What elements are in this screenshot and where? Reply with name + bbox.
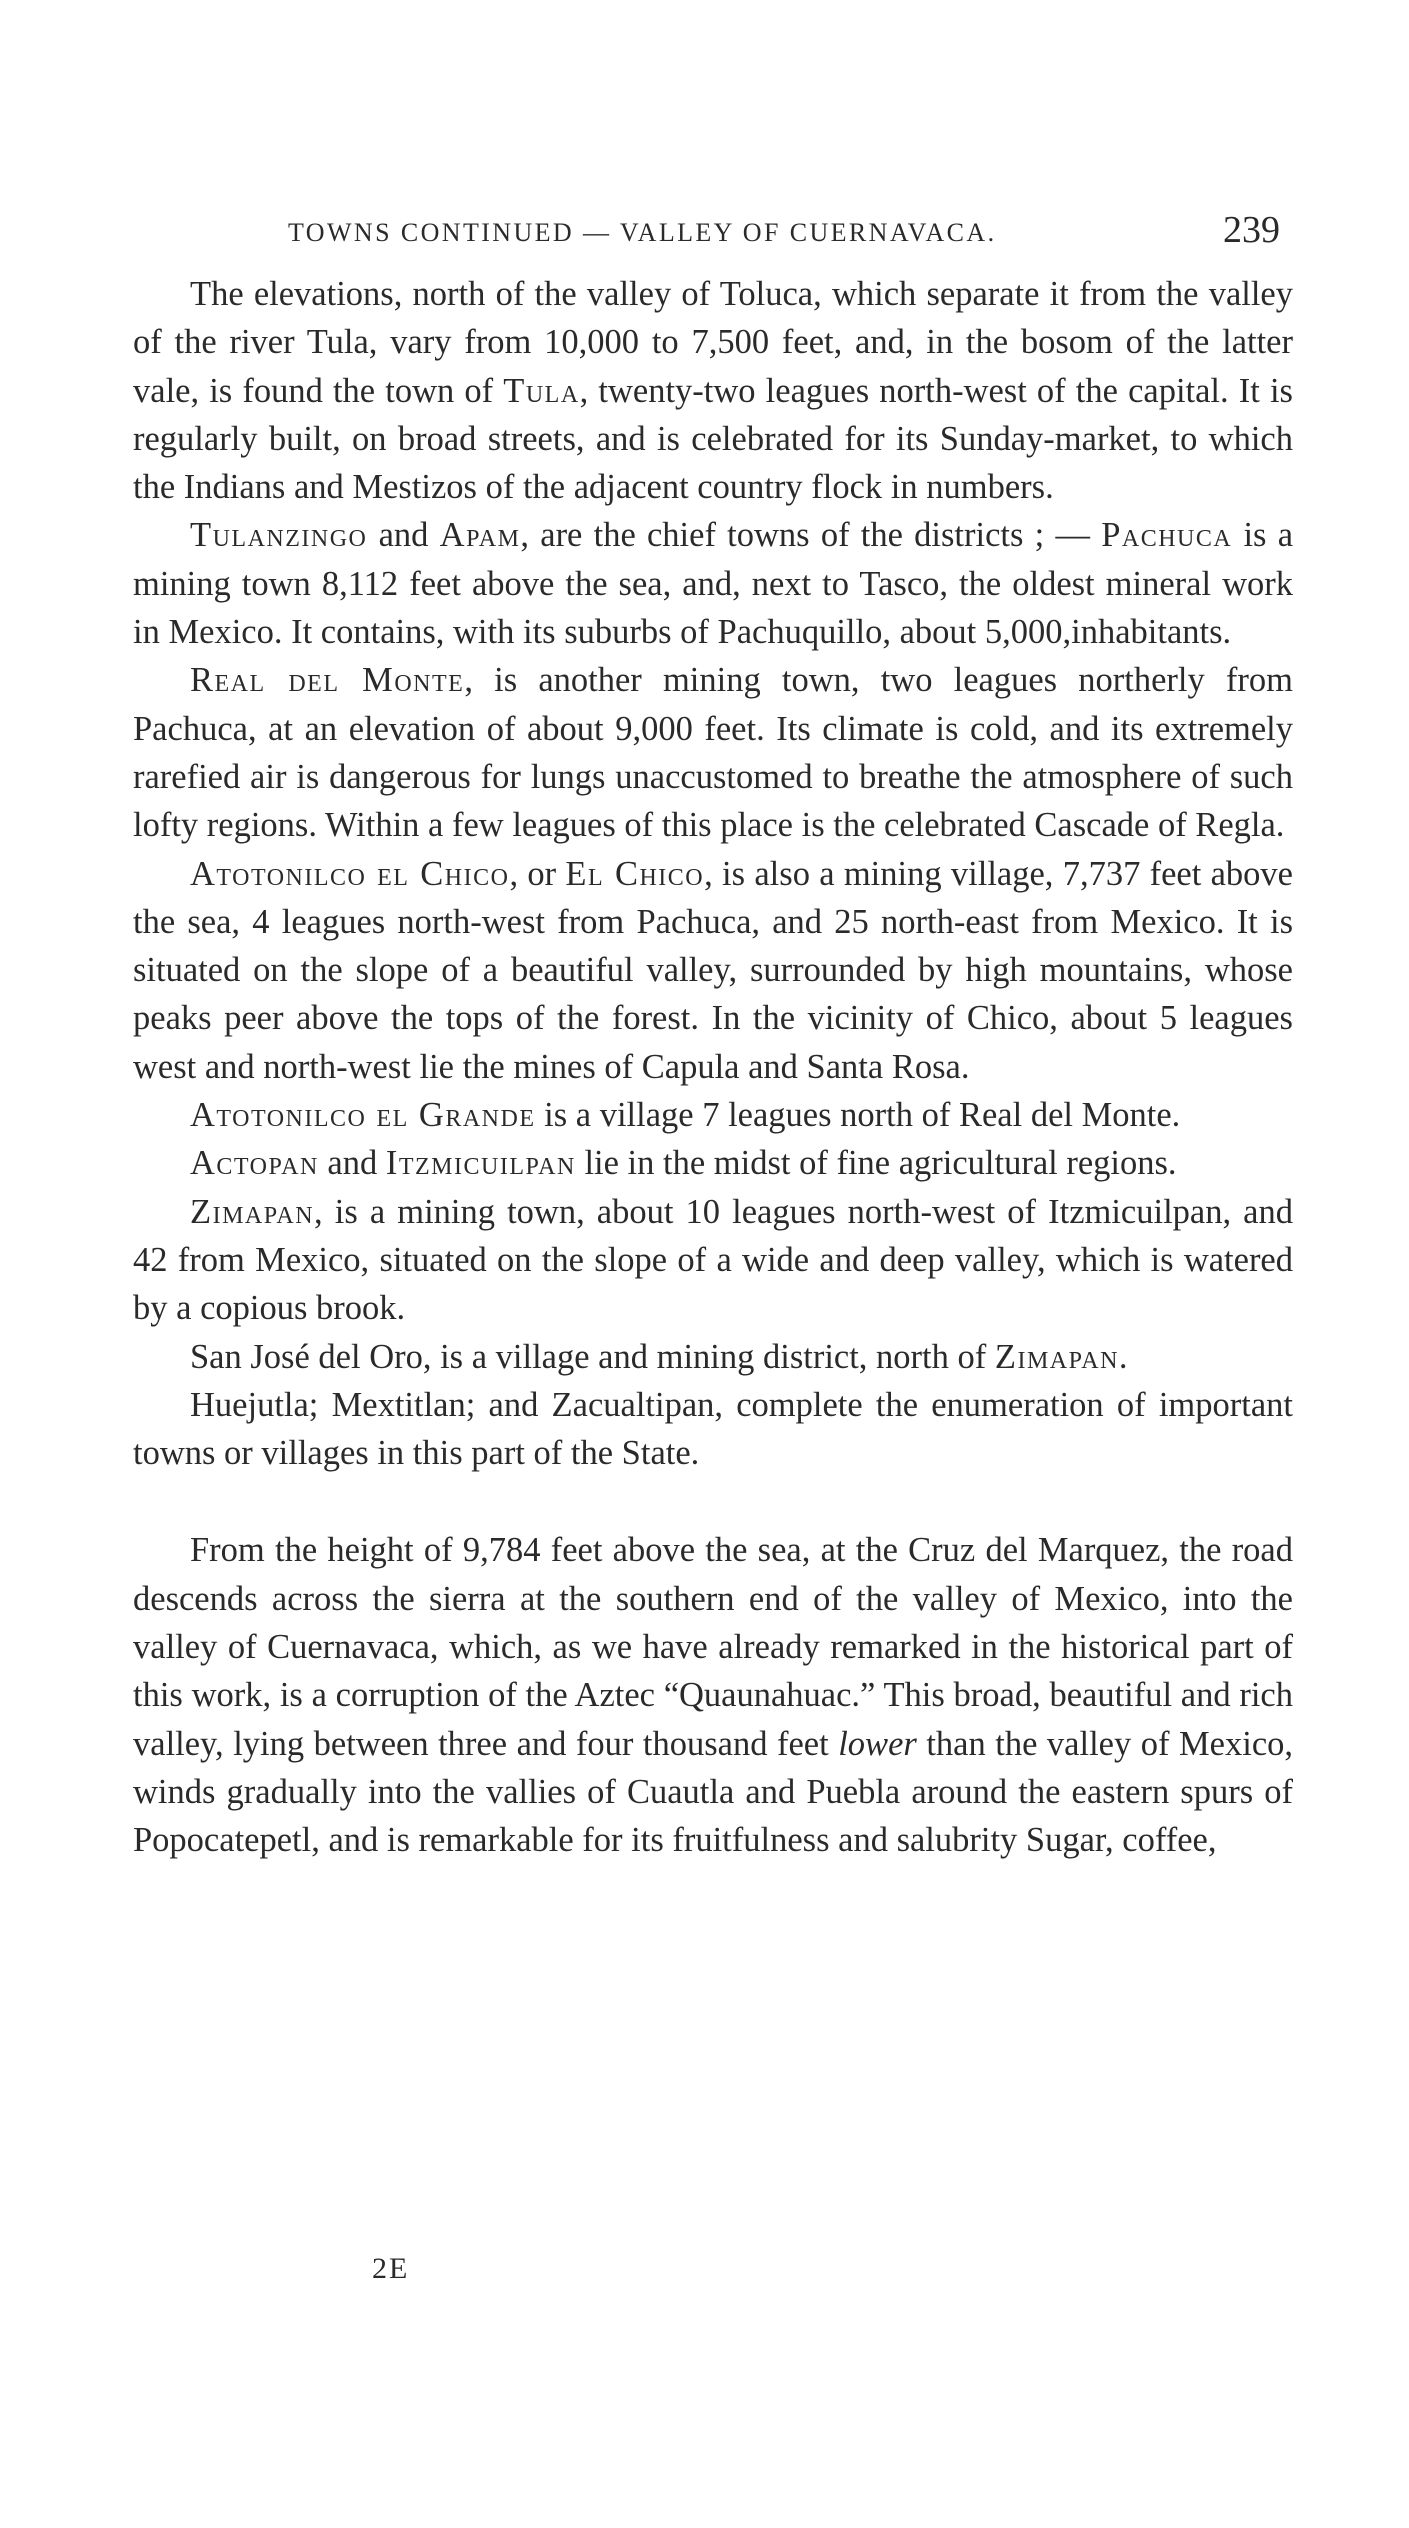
paragraph-text: than the valley of Mexico, winds gradually into the vallies of Cuautla and Puebla around the eastern spurs of Popocatepetl, and is remarkable for its fruitfulness and salubrity Sugar, coffee, — [133, 1724, 1294, 1860]
place-name: Pachuca — [1101, 516, 1233, 555]
paragraph-text: , is a mining town, about 10 leagues north-west of Itzmicuilpan, and 42 from Mexico, situated on the slope of a wide and deep valley, which is watered by a copious brook. — [133, 1192, 1293, 1328]
emphasis: lower — [838, 1724, 917, 1763]
paragraph — [133, 850, 1293, 1091]
paragraph-text: From the height of 9,784 feet above the sea, at the Cruz del Marquez, the road descends across the sierra at the southern end of the valley of Mexico, into the valley of Cuernavaca, which, as we have already remarked in the historical part of this work, is a corruption of the Aztec “Quaunahuac.” This broad, beautiful and rich valley, lying between three and four thousand feet — [133, 1531, 1293, 1763]
paragraph-text: . — [1118, 1337, 1128, 1376]
paragraph — [133, 270, 1293, 511]
signature-mark: 2E — [372, 2252, 410, 2285]
paragraph-text: Huejutla; Mextitlan; and Zacualtipan, complete the enumeration of important towns or villages in this part of the State. — [133, 1385, 1293, 1473]
paragraph-text: is a village 7 leagues north of Real del Monte. — [535, 1096, 1181, 1135]
paragraph — [133, 656, 1293, 849]
paragraph-text: , are the chief towns of the districts ; — — [520, 516, 1102, 555]
paragraph-text: lie in the midst of fine agricultural regions. — [575, 1144, 1177, 1183]
place-name: Actopan — [190, 1144, 319, 1183]
paragraph-text: , is also a mining village, 7,737 feet above the sea, 4 leagues north-west from Pachuca, and 25 north-east from Mexico. It is situated on the slope of a beautiful valley, surrounded by high mountains, whose peaks peer above the tops of the forest. In the vicinity of Chico, about 5 leagues west and north-west lie the mines of Capula and Santa Rosa. — [133, 854, 1293, 1086]
paragraph — [133, 511, 1293, 656]
place-name: Tula — [503, 371, 580, 410]
paragraph-text: , is another mining town, two leagues northerly from Pachuca, at an elevation of about 9,000 feet. Its climate is cold, and its extremely rarefied air is dangerous for lungs unaccustomed to breathe the atmosphere of such lofty regions. Within a few leagues of this place is the celebrated Cascade of Regla. — [133, 661, 1293, 845]
paragraph — [133, 1091, 1293, 1139]
body-text — [133, 270, 1293, 1865]
place-name: Zimapan — [190, 1192, 315, 1231]
paragraph — [133, 1526, 1293, 1864]
paragraph-text: is a mining town 8,112 feet above the sea, and, next to Tasco, the oldest mineral work in Mexico. It contains, with its suburbs of Pachuquillo, about 5,000,inhabitants. — [133, 516, 1294, 652]
place-name: Tulanzingo — [190, 516, 368, 555]
paragraph-text: and — [367, 516, 440, 555]
page-number: 239 — [1223, 209, 1280, 251]
paragraph-text: San José del Oro, is a village and mining district, north of — [190, 1337, 995, 1376]
running-head — [280, 208, 1282, 258]
paragraph-text: , twenty-two leagues north-west of the capital. It is regularly built, on broad streets, and is celebrated for its Sunday-market, to which the Indians and Mestizos of the adjacent country flock in numbers. — [133, 371, 1293, 507]
place-name: Itzmicuilpan — [385, 1144, 576, 1183]
place-name: El Chico — [565, 854, 705, 893]
paragraph — [133, 1333, 1293, 1381]
paragraph — [133, 1381, 1293, 1478]
place-name: Atotonilco el Grande — [190, 1096, 536, 1135]
place-name: Apam — [439, 516, 521, 555]
paragraph-text: and — [318, 1144, 386, 1183]
place-name: Zimapan — [994, 1337, 1119, 1376]
place-name: Real del Monte — [190, 661, 465, 700]
paragraph-text: The elevations, north of the valley of Toluca, which separate it from the valley of the river Tula, vary from 10,000 to 7,500 feet, and, in the bosom of the latter vale, is found the town of — [133, 275, 1293, 410]
paragraph — [133, 1139, 1293, 1187]
paragraph-text: , or — [509, 854, 566, 893]
running-head-title: TOWNS CONTINUED — VALLEY OF CUERNAVACA. — [288, 218, 997, 247]
place-name: Atotonilco el Chico — [190, 854, 510, 893]
paragraph — [133, 1188, 1293, 1333]
